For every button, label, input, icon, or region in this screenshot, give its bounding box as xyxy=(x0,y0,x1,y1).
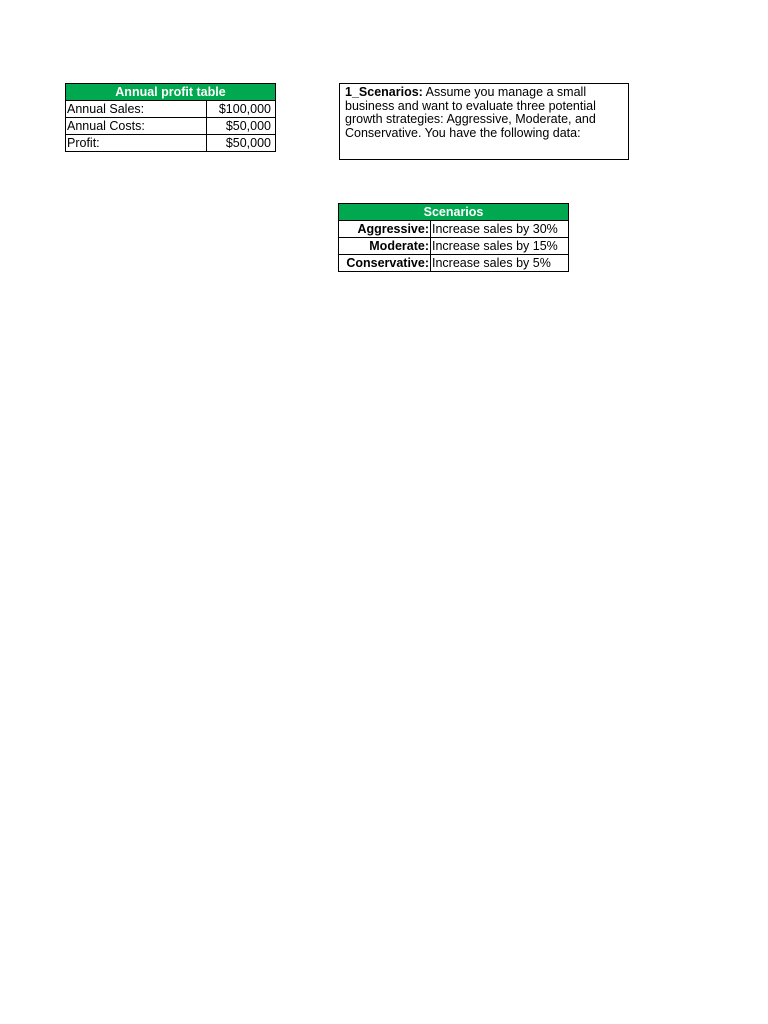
table-row xyxy=(66,135,276,152)
table-row xyxy=(66,101,276,118)
table-row xyxy=(66,118,276,135)
annual-costs-label-cell[interactable]: Annual Costs: xyxy=(66,118,207,135)
aggressive-name-cell[interactable]: Aggressive: xyxy=(339,221,431,238)
profit-value-cell[interactable]: $50,000 xyxy=(207,135,276,152)
scenario-description-textbox[interactable] xyxy=(339,83,629,160)
annual-costs-value-cell[interactable]: $50,000 xyxy=(207,118,276,135)
profit-table-title[interactable]: Annual profit table xyxy=(66,84,276,101)
note-title: 1_Scenarios: xyxy=(345,85,423,99)
scenarios-table xyxy=(338,203,569,272)
table-row xyxy=(339,238,569,255)
moderate-description-cell[interactable]: Increase sales by 15% xyxy=(431,238,569,255)
table-header-row xyxy=(66,84,276,101)
annual-profit-table xyxy=(65,83,276,152)
table-header-row xyxy=(339,204,569,221)
table-row xyxy=(339,255,569,272)
conservative-description-cell[interactable]: Increase sales by 5% xyxy=(431,255,569,272)
scenarios-table-title[interactable]: Scenarios xyxy=(339,204,569,221)
note-body: Assume you manage a small business and want to evaluate three potential growth strategies: Aggressive, Moderate, and Conservative. You have the following data: xyxy=(345,85,596,140)
table-row xyxy=(339,221,569,238)
annual-sales-value-cell[interactable]: $100,000 xyxy=(207,101,276,118)
aggressive-description-cell[interactable]: Increase sales by 30% xyxy=(431,221,569,238)
moderate-name-cell[interactable]: Moderate: xyxy=(339,238,431,255)
annual-sales-label-cell[interactable]: Annual Sales: xyxy=(66,101,207,118)
profit-label-cell[interactable]: Profit: xyxy=(66,135,207,152)
conservative-name-cell[interactable]: Conservative: xyxy=(339,255,431,272)
